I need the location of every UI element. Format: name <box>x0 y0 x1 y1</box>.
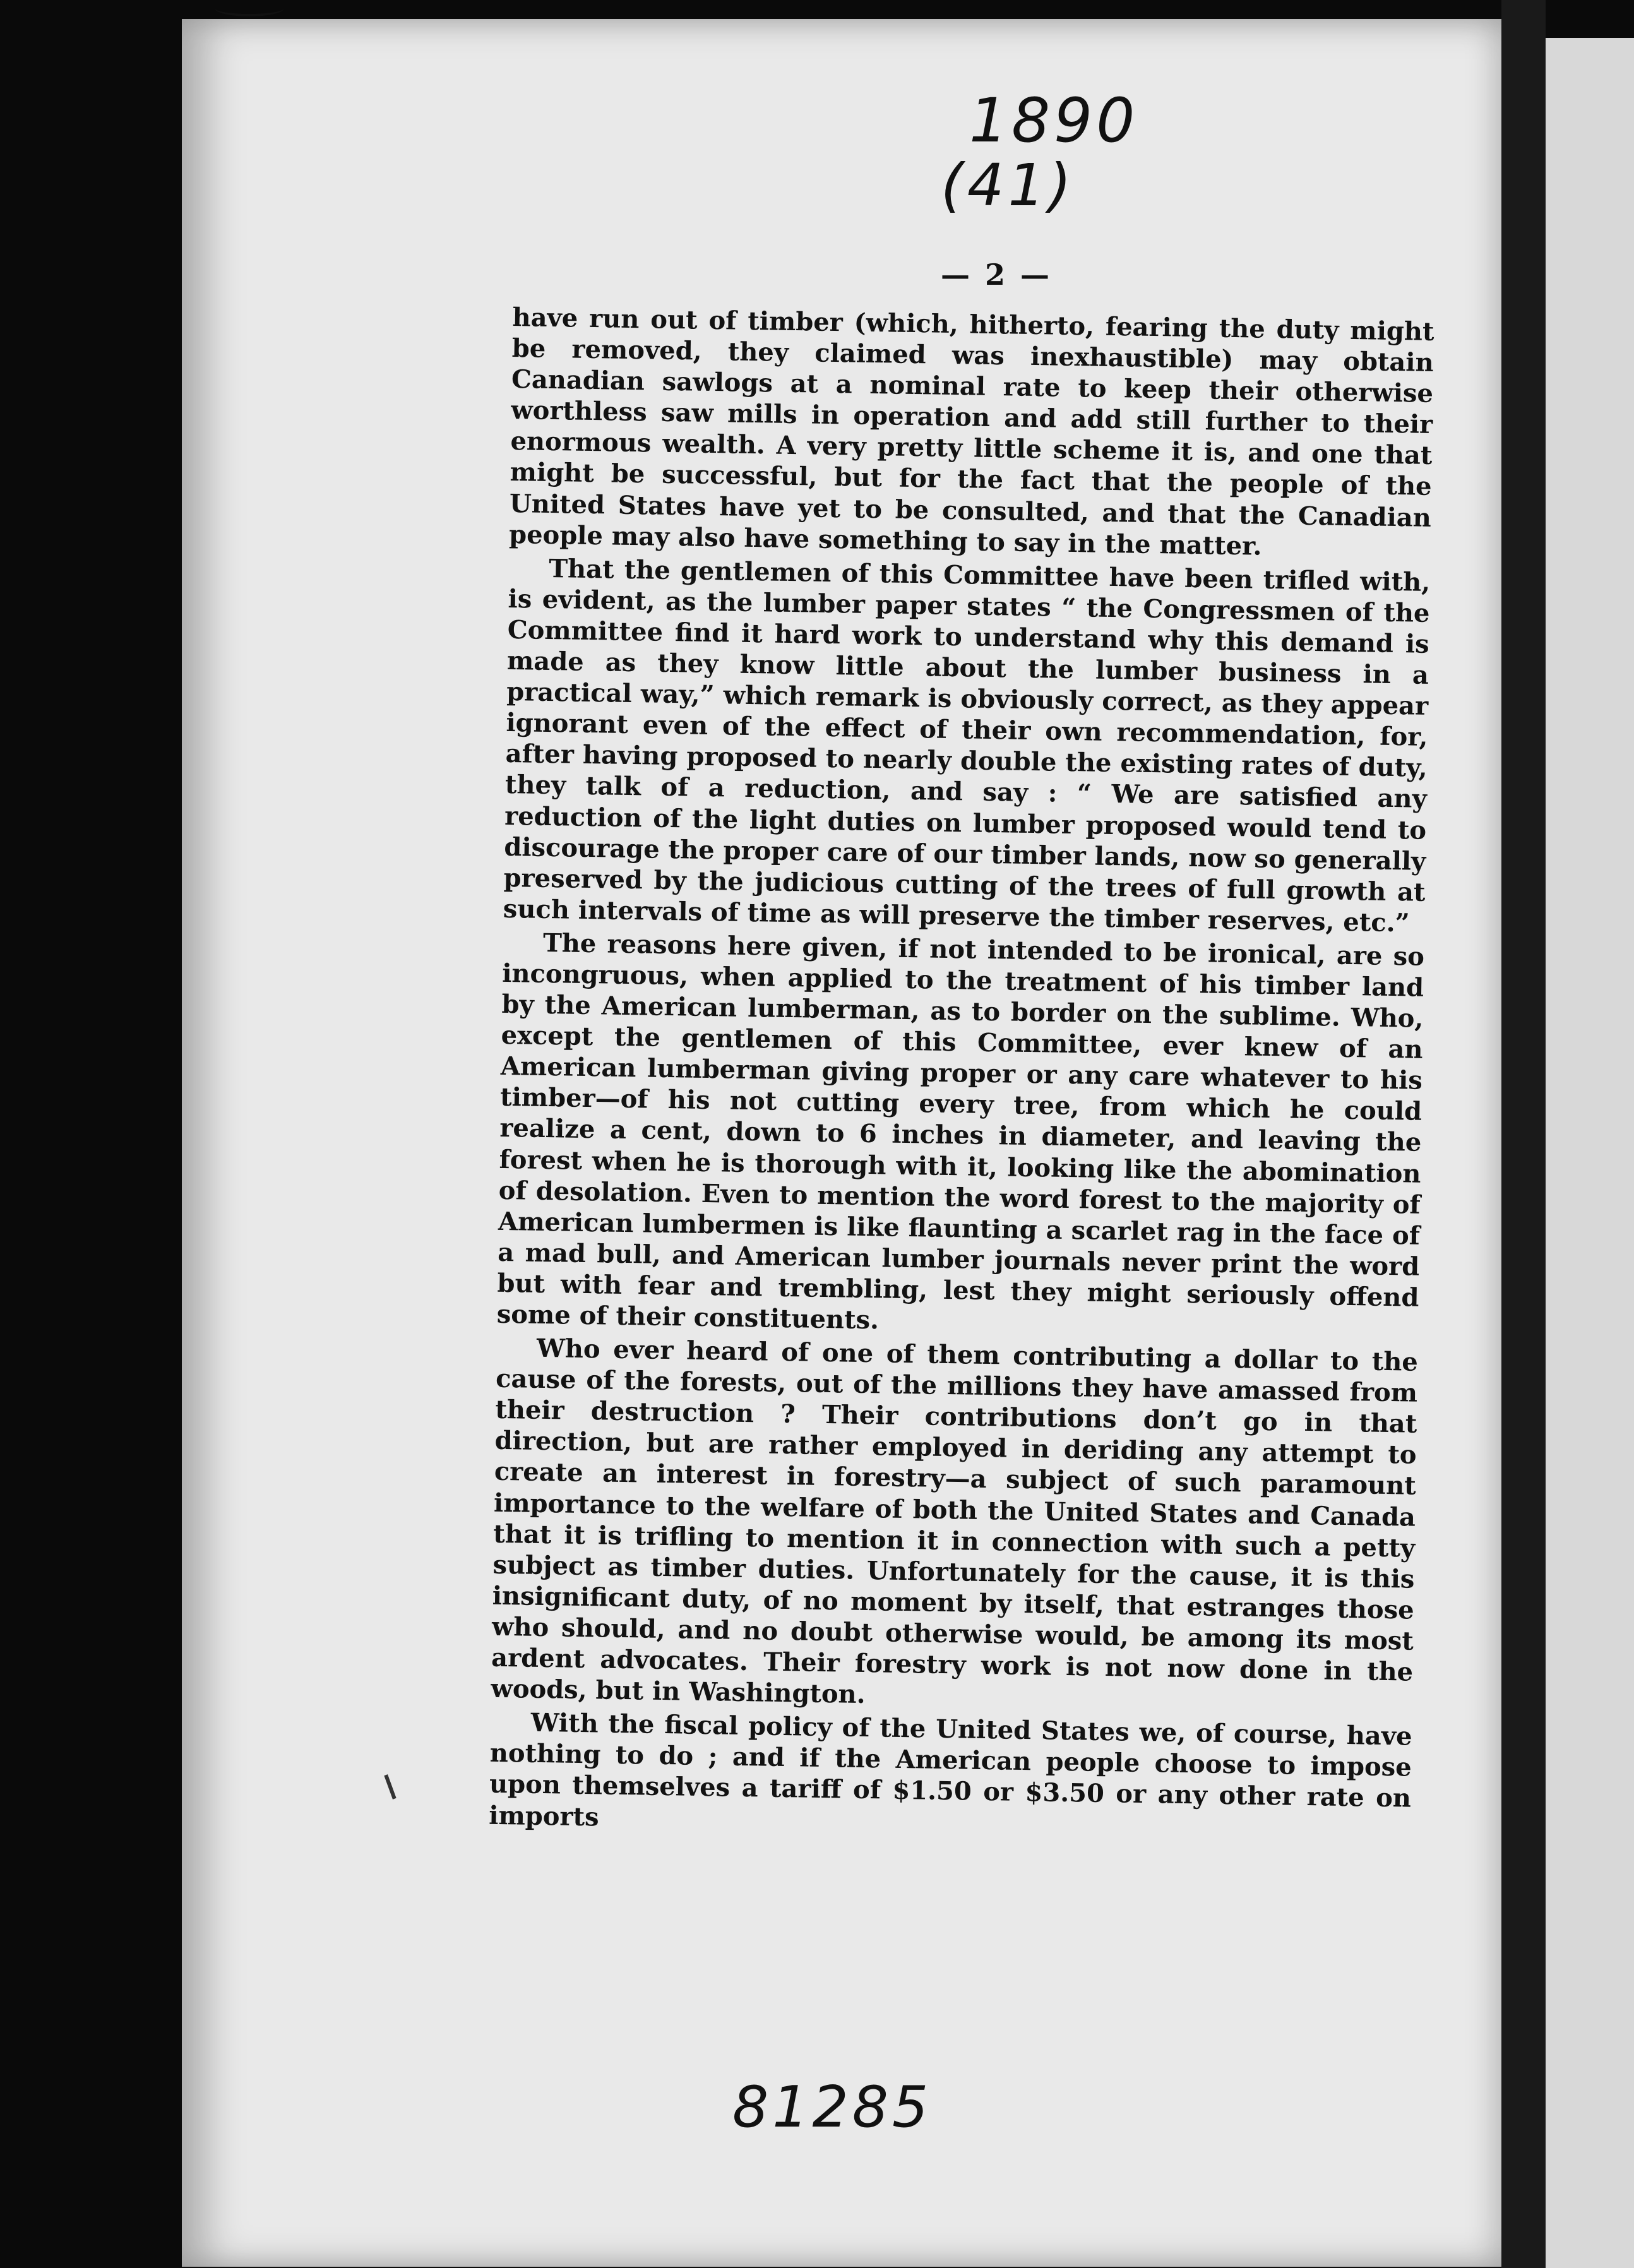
handwritten-catalog-number: 81285 <box>732 2074 933 2140</box>
page-number: — 2 — <box>941 258 1053 292</box>
body-text <box>489 302 1434 1847</box>
paragraph-2: That the gentlemen of this Committee have been trifled with, is evident, as the lumber paper states “ the Congressmen of the Committee find it hard work to understand why this demand is made as they know little about the lumber business in a practical way,” which remark is obviously correct, as they appear ignorant even of the effect of their own recommendation, for, after having proposed to nearly double the existing rates of duty, they talk of a reduction, and say : “ We are satisfied any reduction of the light duties on lumber proposed would tend to discourage the proper care of our timber lands, now so generally preserved by the judicious cutting of the trees of full growth at such intervals of time as will preserve the timber reserves, etc.” <box>503 553 1431 938</box>
paragraph-5: With the fiscal policy of the United States we, of course, have nothing to do ; and if the American people choose to impose upon themselves a tariff of $1.50 or $3.50 or any other rate on imports <box>488 1707 1412 1832</box>
paragraph-1: have run out of timber (which, hitherto, fearing the duty might be removed, they claimed was inexhaustible) may obtain Canadian sawlogs at a nominal rate to keep their otherwise worthless saw mills in operation and add still further to their enormous wealth. A very pretty little scheme it is, and one that might be successful, but for the fact that the people of the United States have yet to be consulted, and that the Canadian people may also have something to say in the matter. <box>508 302 1434 561</box>
paragraph-4: Who ever heard of one of them contributing a dollar to the cause of the forests, out of the millions they have amassed from their destruction ? Their contributions don’t go in that direction, but are rather employed in deriding any attempt to create an interest in forestry—a subject of such paramount importance to the welfare of both the United States and Canada that it is trifling to mention it in connection with such a petty subject as timber duties. Unfortunately for the cause, it is this insignificant duty, of no moment by itself, that estranges those who should, and no doubt otherwise would, be among its most ardent advocates. Their forestry work is not now done in the woods, but in Washington. <box>491 1333 1419 1710</box>
handwritten-year: 1890 <box>969 85 1139 156</box>
binding-gutter <box>1501 0 1546 2268</box>
handwritten-item-number: (41) <box>941 152 1075 219</box>
paragraph-3: The reasons here given, if not intended to be ironical, are so incongruous, when applied to the treatment of his timber land by the American lumberman, as to border on the sublime. Who, except the gentlemen of this Committee, ever knew of an American lumberman giving proper or any care whatever to his timber—of his not cutting every tree, from which he could realize a cent, down to 6 inches in diameter, and leaving the forest when he is thorough with it, looking like the abomination of desolation. Even to mention the word forest to the majority of American lumbermen is like flaunting a scarlet rag in the face of a mad bull, and American lumber journals never print the word but with fear and trembling, lest they might seriously offend some of their constituents. <box>496 928 1425 1335</box>
top-edge-mark <box>215 0 284 16</box>
adjacent-page-edge <box>1546 38 1634 2268</box>
